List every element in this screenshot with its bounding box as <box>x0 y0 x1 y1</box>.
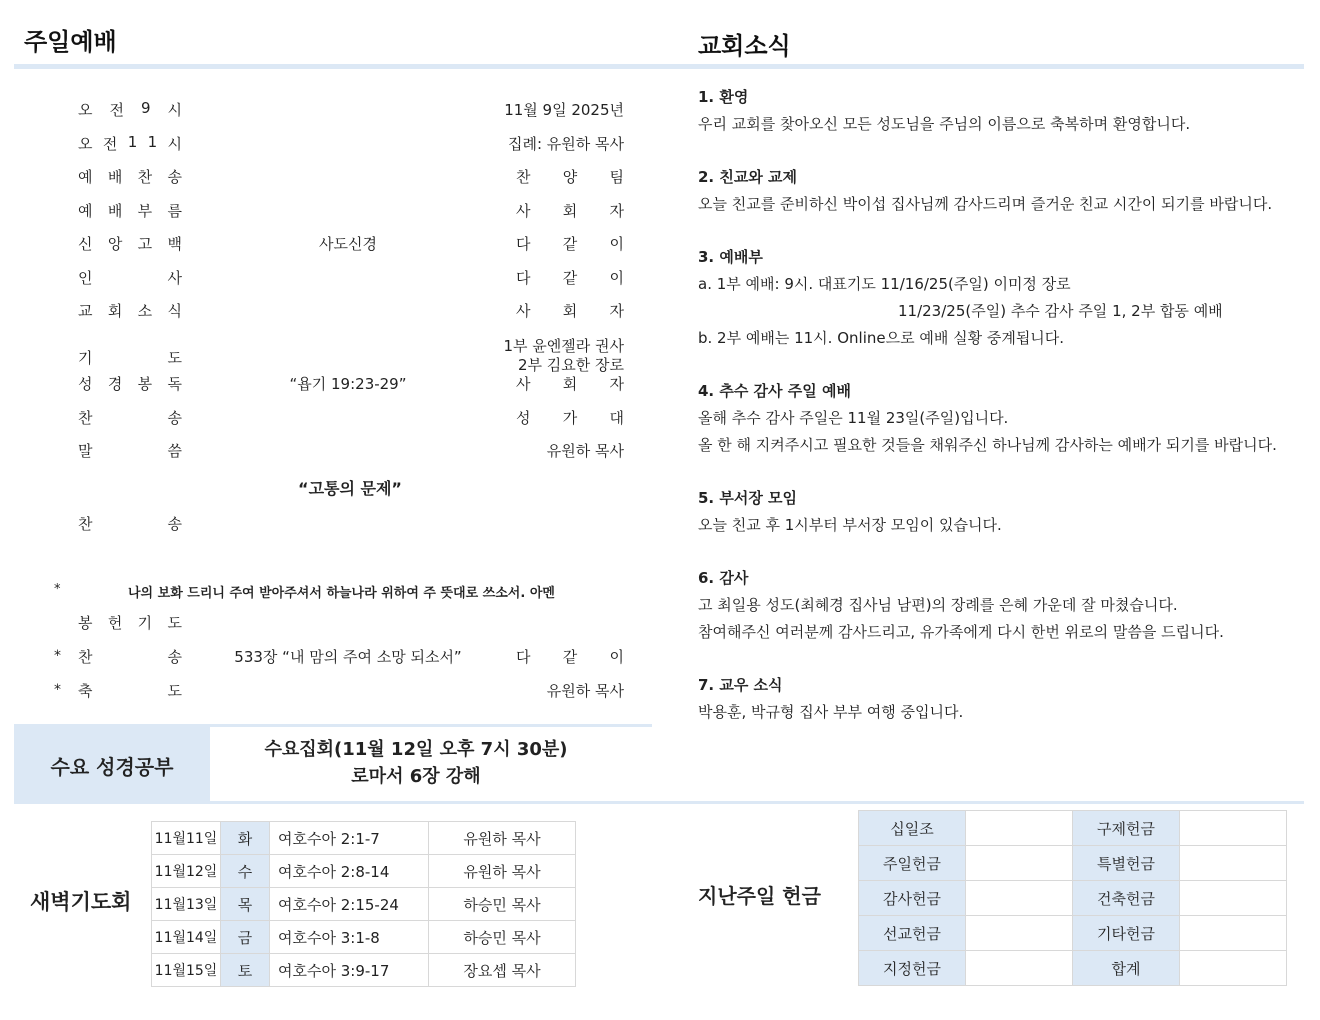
order-row <box>78 373 624 397</box>
dawn-date: 11월11일 <box>152 822 221 855</box>
order-row <box>78 200 624 224</box>
news-item <box>698 244 1278 352</box>
dawn-leader: 장요셉 목사 <box>429 954 576 987</box>
dawn-passage: 여호수아 2:15-24 <box>270 888 429 921</box>
news-line: 고 최일용 성도(최혜경 집사님 남편)의 장례를 은혜 가운데 잘 마쳤습니다. <box>698 596 1178 614</box>
order-middle: 사도신경 <box>319 235 377 253</box>
order-label: 성 경 봉 독 <box>78 375 182 393</box>
dawn-passage: 여호수아 3:1-8 <box>270 921 429 954</box>
offering-prayer-star: * <box>54 582 61 597</box>
news-item <box>698 164 1278 218</box>
news-line: 올 한 해 지켜주시고 필요한 것들을 채워주신 하나님께 감사하는 예배가 되기를 바랍니다. <box>698 436 1277 454</box>
sermon-title: “고통의 문제” <box>298 479 402 498</box>
news-item <box>698 378 1278 459</box>
order-row <box>78 133 624 157</box>
order-middle: “욥기 19:23-29” <box>289 375 407 393</box>
order-leader: 1부 윤엔젤라 권사 2부 김요한 장로 <box>503 337 624 374</box>
offering-row <box>859 881 1287 916</box>
wednesday-line2: 로마서 6장 강해 <box>351 766 481 787</box>
order-label: 교 회 소 식 <box>78 302 182 320</box>
offering-category: 건축헌금 <box>1073 881 1180 916</box>
dawn-day: 화 <box>221 822 270 855</box>
offering-category: 십일조 <box>859 811 966 846</box>
offering-row <box>78 612 624 636</box>
dawn-table <box>151 821 576 987</box>
order-label: 오 전 1 1 시 <box>78 133 182 153</box>
offering-prayer: 나의 보화 드리니 주여 받아주셔서 하늘나라 위하여 주 뜻대로 쓰소서. 아멘 <box>128 586 555 601</box>
dawn-row <box>152 888 576 921</box>
offering-amount <box>966 951 1073 986</box>
offering-row <box>859 811 1287 846</box>
news-line: 우리 교회를 찾아오신 모든 성도님을 주님의 이름으로 축복하며 환영합니다. <box>698 115 1191 133</box>
offering-amount <box>1180 951 1287 986</box>
offering-amount <box>966 916 1073 951</box>
dawn-passage: 여호수아 2:1-7 <box>270 822 429 855</box>
order-row <box>78 680 624 704</box>
offering-amount <box>1180 811 1287 846</box>
star-mark: * <box>54 648 61 664</box>
order-row <box>78 337 624 377</box>
news-title: 2. 친교와 교제 <box>698 168 798 186</box>
dawn-day: 토 <box>221 954 270 987</box>
offering-row <box>859 916 1287 951</box>
dawn-passage: 여호수아 2:8-14 <box>270 855 429 888</box>
order-row <box>78 300 624 324</box>
wednesday-label: 수요 성경공부 <box>14 727 210 803</box>
header-band <box>14 64 1304 69</box>
offering-category: 선교헌금 <box>859 916 966 951</box>
order-leader: 사 회 자 <box>516 202 624 220</box>
offering-category: 기타헌금 <box>1073 916 1180 951</box>
news-list <box>698 84 1278 752</box>
order-label: 찬 송 <box>78 409 182 427</box>
order-leader: 다 같 이 <box>516 235 624 253</box>
news-line: a. 1부 예배: 9시. 대표기도 11/16/25(주일) 이미정 장로 <box>698 275 1071 293</box>
worship-heading: 주일예배 <box>24 28 117 56</box>
news-line: 오늘 친교를 준비하신 박이섭 집사님께 감사드리며 즐거운 친교 시간이 되기를 바랍니다. <box>698 195 1273 213</box>
offering-category: 합계 <box>1073 951 1180 986</box>
dawn-row <box>152 855 576 888</box>
dawn-date: 11월15일 <box>152 954 221 987</box>
news-title: 4. 추수 감사 주일 예배 <box>698 382 851 400</box>
news-heading: 교회소식 <box>698 32 791 60</box>
order-leader: 유원하 목사 <box>546 442 624 460</box>
order-label: 예 배 찬 송 <box>78 168 182 186</box>
dawn-row <box>152 954 576 987</box>
news-title: 7. 교우 소식 <box>698 676 783 694</box>
dawn-date: 11월12일 <box>152 855 221 888</box>
offering-amount <box>966 881 1073 916</box>
offering-row <box>859 846 1287 881</box>
offering-amount <box>1180 846 1287 881</box>
order-leader: 집례: 유원하 목사 <box>507 135 624 153</box>
order-middle: 533장 “내 맘의 주여 소망 되소서” <box>234 648 462 666</box>
dawn-leader: 유원하 목사 <box>429 822 576 855</box>
offering-amount <box>1180 916 1287 951</box>
order-leader: 다 같 이 <box>516 269 624 287</box>
order-label: 기 도 <box>78 349 182 367</box>
star-mark: * <box>54 682 61 698</box>
news-line: b. 2부 예배는 11시. Online으로 예배 실황 중계됩니다. <box>698 329 1065 347</box>
dawn-leader: 하승민 목사 <box>429 921 576 954</box>
news-title: 1. 환영 <box>698 88 749 106</box>
offering-category: 지정헌금 <box>859 951 966 986</box>
order-label: 신 앙 고 백 <box>78 235 182 253</box>
dawn-row <box>152 822 576 855</box>
order-leader: 11월 9일 2025년 <box>504 101 624 119</box>
offering-category: 구제헌금 <box>1073 811 1180 846</box>
news-title: 6. 감사 <box>698 569 749 587</box>
section-divider <box>14 801 1304 804</box>
order-leader: 사 회 자 <box>516 375 624 393</box>
order-row <box>78 646 624 670</box>
order-row <box>78 440 624 464</box>
order-label: 말 씀 <box>78 442 182 460</box>
news-title: 5. 부서장 모임 <box>698 489 798 507</box>
dawn-row <box>152 921 576 954</box>
order-label: 오 전 9 시 <box>78 99 182 119</box>
order-row <box>78 407 624 431</box>
offering-amount <box>1180 881 1287 916</box>
wednesday-info <box>210 736 622 790</box>
dawn-day: 금 <box>221 921 270 954</box>
dawn-passage: 여호수아 3:9-17 <box>270 954 429 987</box>
order-leader: 성 가 대 <box>516 409 624 427</box>
offering-category: 주일헌금 <box>859 846 966 881</box>
hymn2-row <box>78 513 624 537</box>
dawn-day: 목 <box>221 888 270 921</box>
order-label: 축 도 <box>78 682 182 700</box>
order-leader: 사 회 자 <box>516 302 624 320</box>
dawn-day: 수 <box>221 855 270 888</box>
order-row <box>78 166 624 190</box>
order-row <box>78 233 624 257</box>
news-line: 오늘 친교 후 1시부터 부서장 모임이 있습니다. <box>698 516 1002 534</box>
news-item <box>698 84 1278 138</box>
offering-label: 지난주일 헌금 <box>698 884 821 908</box>
order-label: 예 배 부 름 <box>78 202 182 220</box>
offering-amount <box>966 811 1073 846</box>
order-label: 인 사 <box>78 269 182 287</box>
offering-row <box>859 951 1287 986</box>
news-item <box>698 565 1278 646</box>
hymn2-label: 찬 송 <box>78 515 182 533</box>
order-leader: 다 같 이 <box>516 648 624 666</box>
order-row <box>78 99 624 123</box>
news-line: 11/23/25(주일) 추수 감사 주일 1, 2부 합동 예배 <box>898 302 1223 320</box>
news-line: 박용훈, 박규형 집사 부부 여행 중입니다. <box>698 703 964 721</box>
dawn-label: 새벽기도회 <box>30 890 132 914</box>
dawn-date: 11월14일 <box>152 921 221 954</box>
news-title: 3. 예배부 <box>698 248 763 266</box>
order-leader: 찬 양 팀 <box>516 168 624 186</box>
offering-table <box>858 810 1287 986</box>
order-row <box>78 267 624 291</box>
news-item <box>698 672 1278 726</box>
order-leader: 유원하 목사 <box>546 682 624 700</box>
offering-label: 봉 헌 기 도 <box>78 614 182 632</box>
dawn-date: 11월13일 <box>152 888 221 921</box>
news-item <box>698 485 1278 539</box>
order-label: 찬 송 <box>78 648 182 666</box>
offering-amount <box>966 846 1073 881</box>
dawn-leader: 하승민 목사 <box>429 888 576 921</box>
wednesday-line1: 수요집회(11월 12일 오후 7시 30분) <box>264 739 568 760</box>
offering-category: 감사헌금 <box>859 881 966 916</box>
news-line: 참여해주신 여러분께 감사드리고, 유가족에게 다시 한번 위로의 말씀을 드립니다. <box>698 623 1224 641</box>
offering-category: 특별헌금 <box>1073 846 1180 881</box>
dawn-leader: 유원하 목사 <box>429 855 576 888</box>
news-line: 올해 추수 감사 주일은 11월 23일(주일)입니다. <box>698 409 1009 427</box>
